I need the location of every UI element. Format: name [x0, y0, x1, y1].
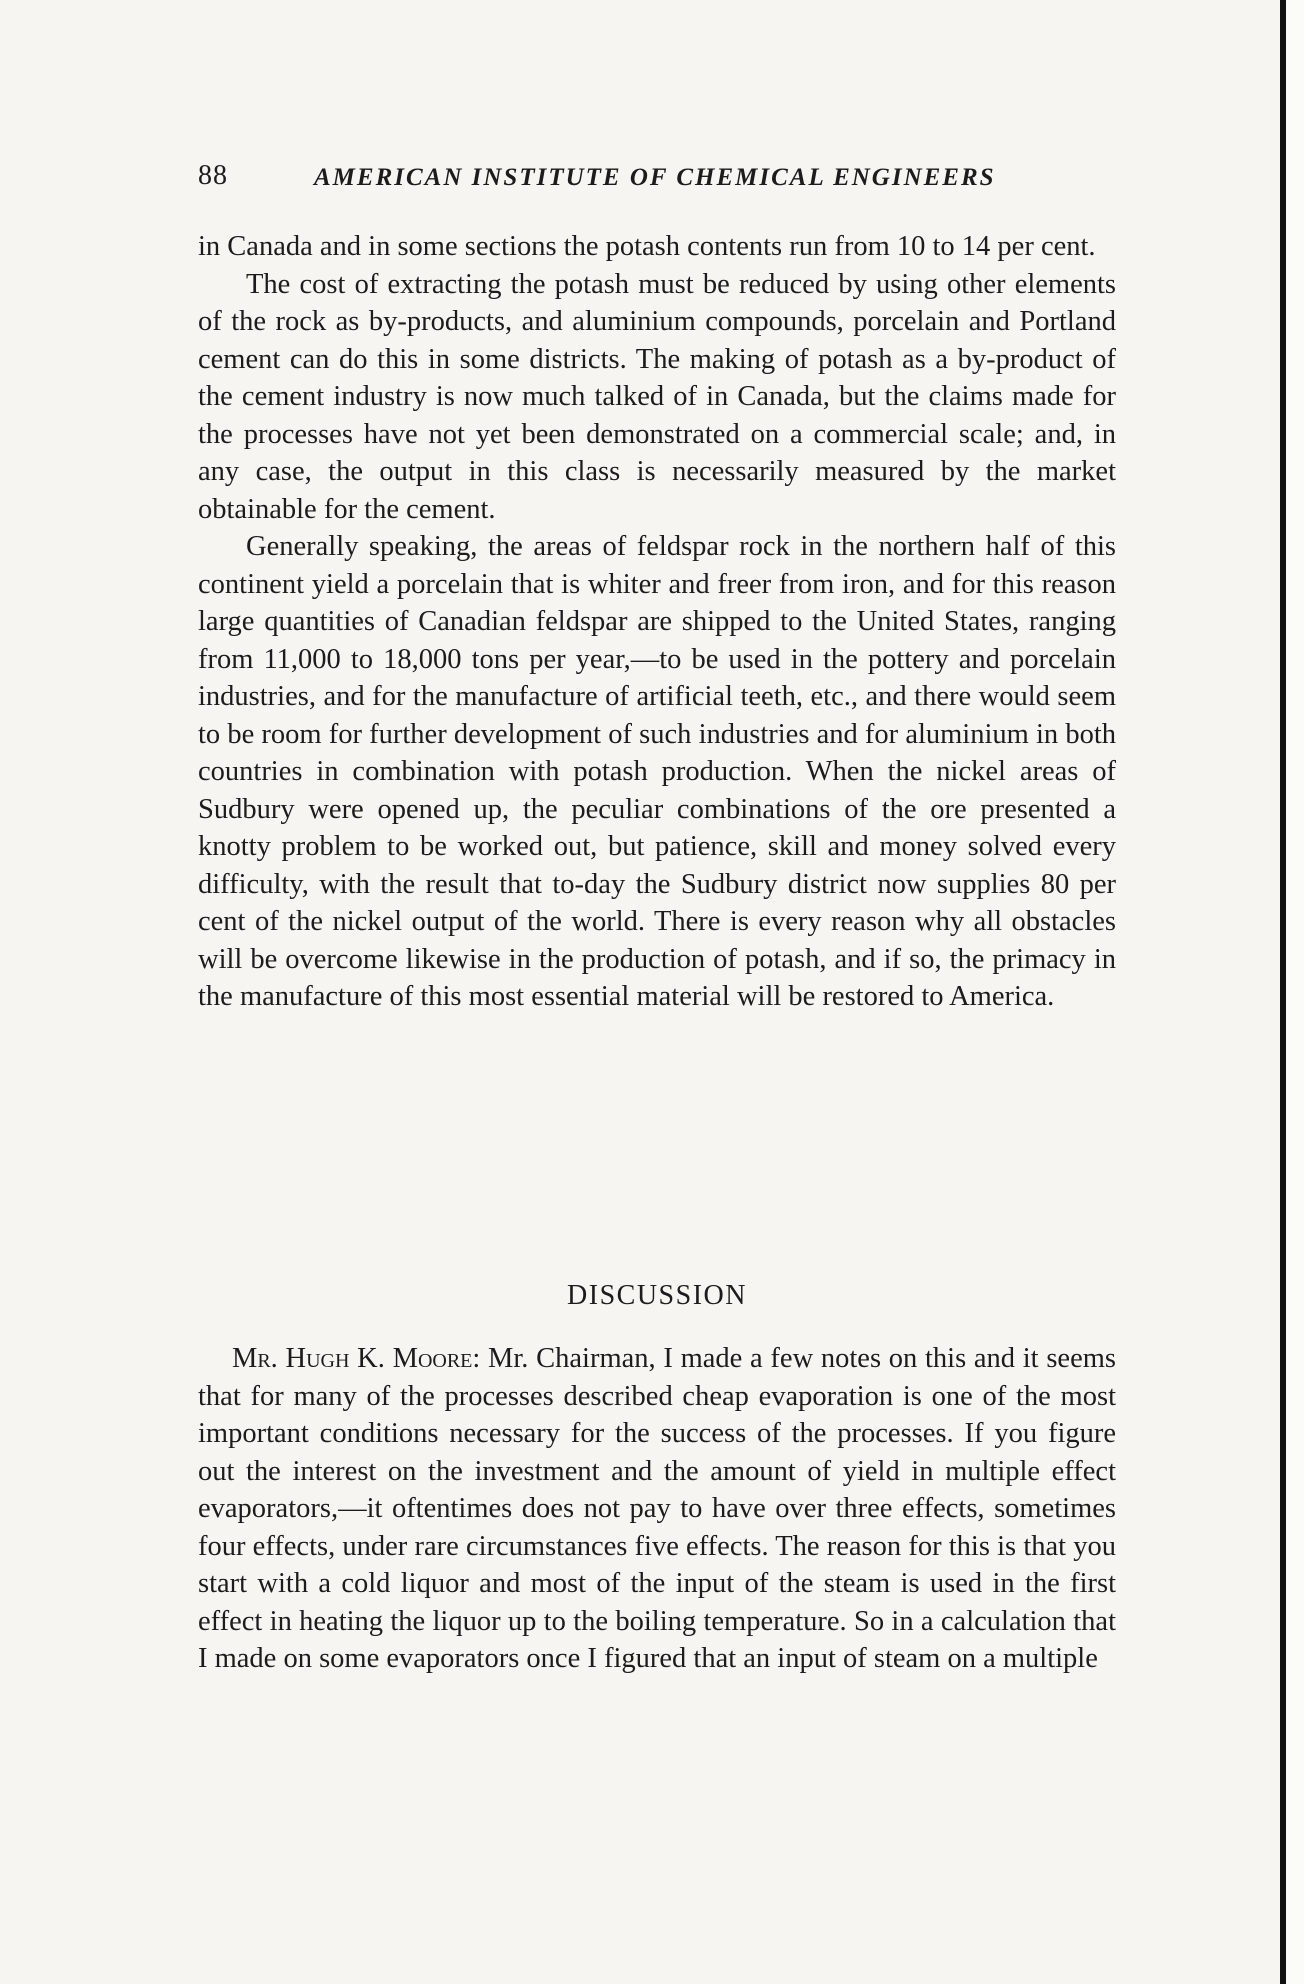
paragraph-1: in Canada and in some sections the potash contents run from 10 to 14 per cent. — [198, 231, 1096, 262]
discussion-paragraph — [198, 1340, 1116, 1678]
page-edge-border — [1280, 0, 1286, 1984]
page-number: 88 — [198, 160, 228, 191]
discussion-text — [198, 1340, 1116, 1678]
body-text — [198, 228, 1116, 1016]
speaker-name: Mr. Hugh K. Moore — [232, 1343, 473, 1374]
header-title: AMERICAN INSTITUTE OF CHEMICAL ENGINEERS — [314, 164, 996, 191]
running-header — [198, 160, 1118, 200]
paragraph-3: Generally speaking, the areas of feldspar rock in the northern half of this continent yield a porcelain that is whiter and freer from iron, and for this reason large quantities of Canadian feldspar are shipped to the United States, ranging from 11,000 to 18,000 tons per year,—to be used in the pottery and porcelain industries, and for the manufacture of artificial teeth, etc., and there would seem to be room for further development of such industries and for aluminium in both countries in combination with potash production. When the nickel areas of Sudbury were opened up, the peculiar combinations of the ore presented a knotty problem to be worked out, but patience, skill and money solved every difficulty, with the result that to-day the Sudbury district now supplies 80 per cent of the nickel output of the world. There is every reason why all obstacles will be overcome likewise in the production of potash, and if so, the primacy in the manufacture of this most essential material will be restored to America. — [198, 531, 1116, 1012]
page-margin — [1286, 0, 1304, 1984]
discussion-heading: DISCUSSION — [567, 1280, 747, 1311]
paragraph-2: The cost of extracting the potash must be reduced by using other elements of the rock as by-products, and aluminium compounds, porcelain and Portland cement can do this in some districts. The making of potash as a by-product of the cement industry is now much talked of in Canada, but the claims made for the processes have not yet been demonstrated on a commercial scale; and, in any case, the output in this class is necessarily measured by the market obtainable for the cement. — [198, 268, 1116, 525]
discussion-body: : Mr. Chairman, I made a few notes on this and it seems that for many of the processes described cheap evaporation is one of the most important conditions necessary for the success of the processes. If you figure out the interest on the investment and the amount of yield in multiple effect evaporators,—it oftentimes does not pay to have over three effects, sometimes four effects, under rare circumstances five effects. The reason for this is that you start with a cold liquor and most of the input of the steam is used in the first effect in heating the liquor up to the boiling temperature. So in a calculation that I made on some evaporators once I figured that an input of steam on a multiple — [198, 1343, 1116, 1674]
